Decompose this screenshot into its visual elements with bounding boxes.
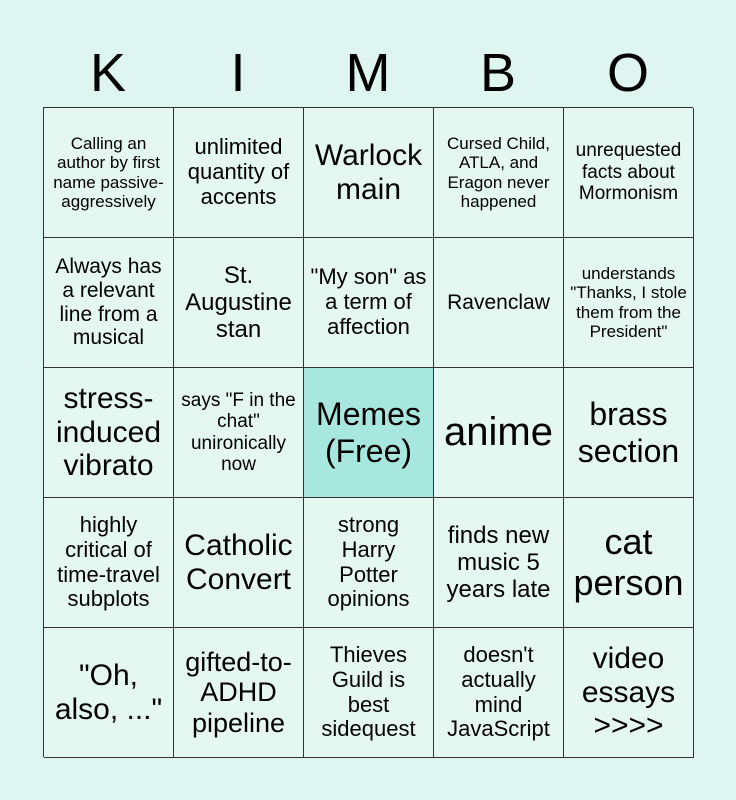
free-space-cell[interactable] [304,368,434,498]
cell-text: cat person [573,520,684,603]
cell-text: Ravenclaw [447,290,550,314]
cell-text: brass section [577,396,680,469]
header-letter-b: B [479,43,517,103]
cell-text: "Oh, also, ..." [54,658,163,726]
header-letter-m: M [345,43,391,103]
cell-text: Warlock main [314,138,423,206]
bingo-cell[interactable] [304,498,434,628]
bingo-cell[interactable] [564,238,694,368]
cell-text: unrequested facts about Mormonism [575,140,682,205]
bingo-cell[interactable] [174,498,304,628]
bingo-cell[interactable] [174,108,304,238]
bingo-cell[interactable] [564,498,694,628]
cell-text: understands "Thanks, I stole them from the President" [570,264,687,341]
bingo-cell[interactable] [434,498,564,628]
cell-text: Always has a relevant line from a musical [55,255,162,350]
bingo-header [43,38,693,108]
bingo-cell[interactable] [564,628,694,758]
bingo-cell[interactable] [304,628,434,758]
cell-text: video essays >>>> [581,641,676,743]
bingo-cell[interactable] [434,368,564,498]
cell-text: Calling an author by first name passive-aggressively [53,134,164,211]
cell-text: Catholic Convert [184,528,293,596]
header-letter-i: I [230,43,246,103]
bingo-cell[interactable] [434,628,564,758]
bingo-cell[interactable] [44,238,174,368]
cell-text: strong Harry Potter opinions [327,511,410,612]
cell-text: highly critical of time-travel subplots [57,511,160,612]
cell-text: Thieves Guild is best sidequest [321,641,416,742]
cell-text: St. Augustine stan [185,261,292,344]
cell-text: doesn't actually mind JavaScript [447,641,550,742]
cell-text: "My son" as a term of affection [310,264,427,339]
bingo-cell[interactable] [434,108,564,238]
header-letter-o: O [606,43,649,103]
cell-text: Cursed Child, ATLA, and Eragon never happened [447,134,550,211]
bingo-cell[interactable] [304,108,434,238]
cell-text: gifted-to-ADHD pipeline [185,646,292,738]
cell-text: unlimited quantity of accents [187,134,290,209]
bingo-cell[interactable] [174,628,304,758]
bingo-cell[interactable] [44,108,174,238]
bingo-cell[interactable] [564,108,694,238]
header-letter-k: K [89,43,127,103]
cell-text: says "F in the chat" unironically now [181,389,296,475]
bingo-cell[interactable] [564,368,694,498]
cell-text: Memes (Free) [316,396,421,469]
cell-text: finds new music 5 years late [446,521,551,604]
bingo-cell[interactable] [434,238,564,368]
bingo-cell[interactable] [304,238,434,368]
bingo-cell[interactable] [174,238,304,368]
bingo-cell[interactable] [44,498,174,628]
cell-text: anime [444,409,553,454]
bingo-cell[interactable] [174,368,304,498]
bingo-cell[interactable] [44,628,174,758]
cell-text: stress-induced vibrato [55,381,162,483]
bingo-cell[interactable] [44,368,174,498]
bingo-board [43,107,693,757]
